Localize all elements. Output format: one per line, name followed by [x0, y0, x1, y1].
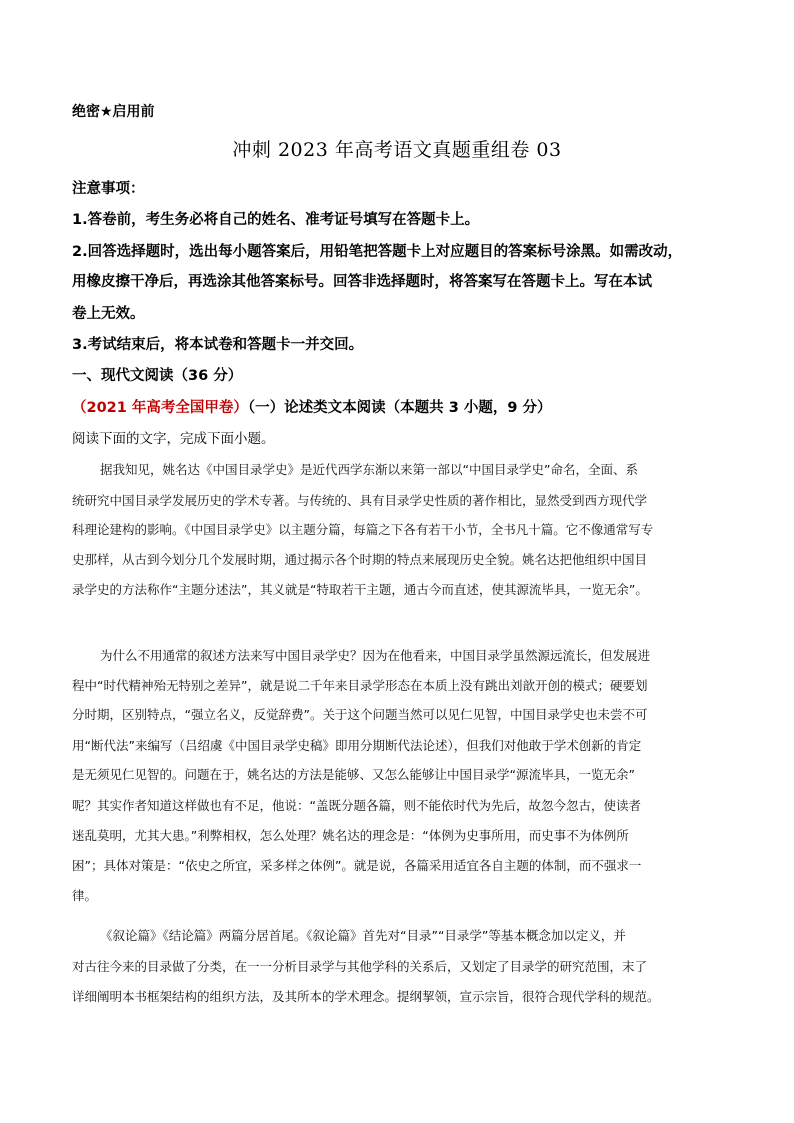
passage-line: 呢？其实作者知道这样做也有不足，他说：“盖既分题各篇，则不能依时代为先后，故忽今忽古，使读者	[72, 798, 641, 813]
notice-item-3: 3.考试结束后，将本试卷和答题卡一并交回。	[72, 337, 364, 353]
passage-line: 困”；具体对策是：“依史之所宜，采多样之体例”。就是说，各篇采用适宜各自主题的体制，而不强求一	[72, 858, 642, 873]
notice-item-2-line-3: 卷上无效。	[72, 306, 145, 322]
subsection-title: （一）论述类文本阅读（本题共 3 小题，9 分）	[247, 400, 552, 416]
passage-line: 统研究中国目录学发展历史的学术专著。与传统的、具有目录学史性质的著作相比，显然受到西方现代学	[72, 493, 648, 508]
passage-line: 录学史的方法称作“主题分述法”，其义就是“特取若干主题，通古今而直述，使其源流毕具，一览无余”。	[72, 582, 648, 597]
confidential-mark: 绝密★启用前	[72, 104, 155, 120]
passage-line: 律。	[72, 888, 98, 903]
passage-line: 程中“时代精神殆无特别之差异”，就是说二千年来目录学形态在本质上没有跳出刘歆开创的模式；硬要划	[72, 678, 648, 693]
passage-line: 据我知见，姚名达《中国目录学史》是近代西学东渐以来第一部以“中国目录学史”命名，全面、系	[100, 462, 638, 477]
notice-heading: 注意事项：	[72, 181, 145, 197]
passage-line: 用“断代法”来编写（吕绍虞《中国目录学史稿》即用分期断代法论述），但我们对他敢于学术创新的肯定	[72, 738, 642, 753]
passage-line: 分时期，区别特点，“强立名义，反觉辞费”。关于这个问题当然可以见仁见智，中国目录学史也未尝不可	[72, 707, 648, 722]
passage-line: 科理论建构的影响。《中国目录学史》以主题分篇，每篇之下各有若干小节，全书凡十篇。它不像通常写专	[72, 522, 654, 537]
passage-line: 迷乱莫明，尤其大患。”利弊相权，怎么处理？姚名达的理念是：“体例为史事所用，而史事不为体例所	[72, 828, 629, 843]
notice-item-2-line-2: 用橡皮擦干净后，再选涂其他答案标号。回答非选择题时，将答案写在答题卡上。写在本试	[72, 274, 652, 290]
notice-item-2-line-1: 2.回答选择题时，选出每小题答案后，用铅笔把答题卡上对应题目的答案标号涂黑。如需改动，	[72, 244, 683, 260]
reading-instruction: 阅读下面的文字，完成下面小题。	[72, 431, 275, 447]
page-title: 冲刺 2023 年高考语文真题重组卷 03	[232, 139, 562, 161]
source-tag: （2021 年高考全国甲卷）	[72, 400, 248, 416]
passage-line: 为什么不用通常的叙述方法来写中国目录学史？因为在他看来，中国目录学虽然源远流长，但发展进	[100, 648, 651, 663]
passage-line: 《叙论篇》《结论篇》两篇分居首尾。《叙论篇》首先对“目录”“目录学”等基本概念加以定义，并	[100, 928, 626, 943]
notice-item-1: 1.答卷前，考生务必将自己的姓名、准考证号填写在答题卡上。	[72, 212, 480, 228]
passage-line: 详细阐明本书框架结构的组织方法，及其所本的学术理念。提纲挈领，宣示宗旨，很符合现代学科的规范。	[72, 989, 660, 1004]
part-heading: 一、现代文阅读（36 分）	[72, 368, 243, 384]
subsection-heading	[72, 396, 551, 417]
passage-line: 史那样，从古到今划分几个发展时期，通过揭示各个时期的特点来展现历史全貌。姚名达把他组织中国目	[72, 552, 648, 567]
passage-line: 对古往今来的目录做了分类，在一一分析目录学与其他学科的关系后，又划定了目录学的研究范围，末了	[72, 959, 648, 974]
passage-line: 是无须见仁见智的。问题在于，姚名达的方法是能够、又怎么能够让中国目录学“源流毕具，一览无余”	[72, 767, 635, 782]
